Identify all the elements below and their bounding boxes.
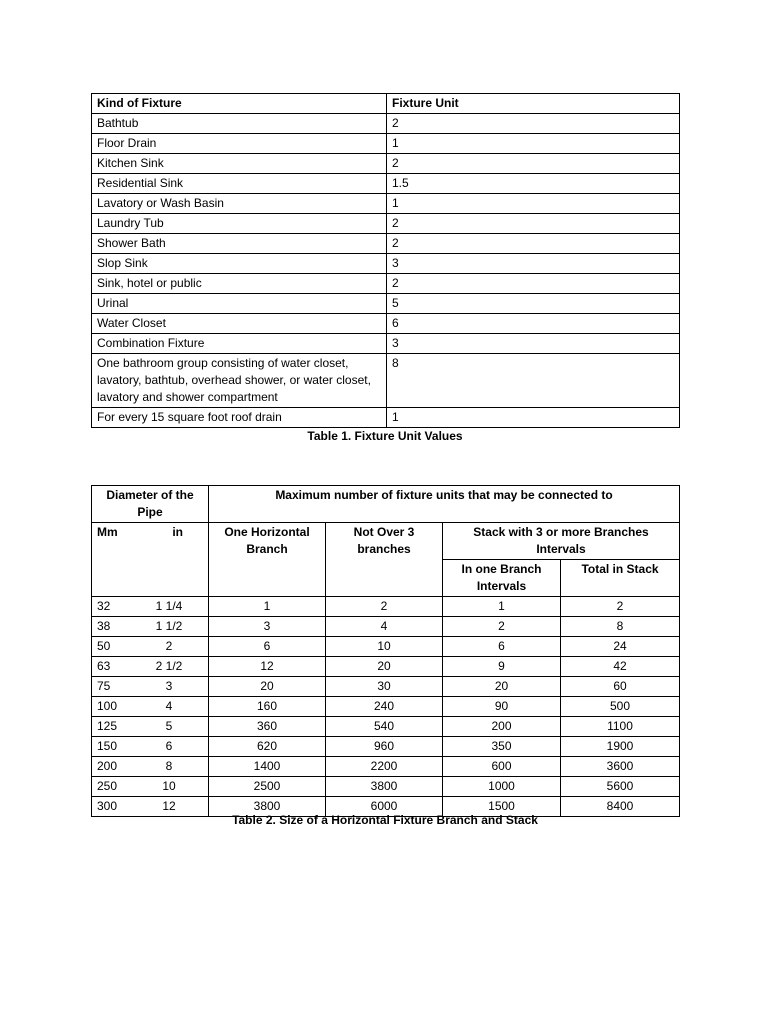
diameter-in-cell: 6: [165, 739, 173, 753]
diameter-mm-cell: 75: [97, 679, 111, 693]
diameter-in-cell: 4: [165, 699, 173, 713]
table-row: [92, 154, 680, 174]
table-row: [92, 677, 680, 697]
in-one-branch-cell: 9: [443, 657, 561, 677]
total-in-stack-cell: 8400: [561, 797, 680, 817]
in-one-branch-cell: 1500: [443, 797, 561, 817]
fixture-unit-cell: 6: [387, 314, 680, 334]
header-in-one-branch: In one Branch Intervals: [443, 560, 561, 597]
diameter-mm-cell: 200: [97, 759, 118, 773]
fixture-unit-table: [91, 93, 680, 428]
table-header-row: [92, 523, 680, 560]
not-over-3-cell: 2200: [326, 757, 443, 777]
fixture-unit-cell: 3: [387, 254, 680, 274]
one-horizontal-cell: 12: [209, 657, 326, 677]
diameter-cell: [92, 737, 209, 757]
fixture-kind-cell: Bathtub: [92, 114, 387, 134]
total-in-stack-cell: 42: [561, 657, 680, 677]
header-mm-in-cell: [92, 523, 209, 597]
table-row: [92, 737, 680, 757]
diameter-mm-cell: 63: [97, 659, 111, 673]
fixture-kind-cell: Residential Sink: [92, 174, 387, 194]
pipe-size-table: [91, 485, 680, 817]
one-horizontal-cell: 6: [209, 637, 326, 657]
table-row: [92, 617, 680, 637]
not-over-3-cell: 2: [326, 597, 443, 617]
diameter-cell: [92, 657, 209, 677]
in-one-branch-cell: 600: [443, 757, 561, 777]
diameter-in-cell: 2 1/2: [155, 659, 183, 673]
fixture-kind-cell: Urinal: [92, 294, 387, 314]
fixture-unit-cell: 1: [387, 134, 680, 154]
table-row: [92, 194, 680, 214]
fixture-unit-cell: 2: [387, 154, 680, 174]
diameter-in-cell: 2: [165, 639, 173, 653]
not-over-3-cell: 3800: [326, 777, 443, 797]
header-fixture-unit: Fixture Unit: [387, 94, 680, 114]
table-row: [92, 597, 680, 617]
one-horizontal-cell: 3800: [209, 797, 326, 817]
table-row: [92, 114, 680, 134]
diameter-in-cell: 10: [162, 779, 176, 793]
table-row: [92, 234, 680, 254]
fixture-unit-cell: 8: [387, 354, 680, 408]
fixture-kind-cell: Combination Fixture: [92, 334, 387, 354]
one-horizontal-cell: 3: [209, 617, 326, 637]
table-header-row: [92, 94, 680, 114]
fixture-unit-cell: 5: [387, 294, 680, 314]
fixture-unit-cell: 2: [387, 234, 680, 254]
one-horizontal-cell: 1400: [209, 757, 326, 777]
table-row: [92, 717, 680, 737]
total-in-stack-cell: 3600: [561, 757, 680, 777]
in-one-branch-cell: 200: [443, 717, 561, 737]
table-row: [92, 214, 680, 234]
not-over-3-cell: 10: [326, 637, 443, 657]
table-row: [92, 174, 680, 194]
table-row: [92, 657, 680, 677]
one-horizontal-cell: 360: [209, 717, 326, 737]
not-over-3-cell: 4: [326, 617, 443, 637]
diameter-mm-cell: 250: [97, 779, 118, 793]
not-over-3-cell: 240: [326, 697, 443, 717]
diameter-in-cell: 12: [162, 799, 176, 813]
header-total-in-stack: Total in Stack: [561, 560, 680, 597]
in-one-branch-cell: 350: [443, 737, 561, 757]
not-over-3-cell: 960: [326, 737, 443, 757]
table2-caption: Table 2. Size of a Horizontal Fixture Branch and Stack: [232, 813, 538, 827]
table-row: [92, 314, 680, 334]
one-horizontal-cell: 160: [209, 697, 326, 717]
diameter-in-cell: 1 1/4: [155, 599, 183, 613]
not-over-3-cell: 20: [326, 657, 443, 677]
in-one-branch-cell: 6: [443, 637, 561, 657]
diameter-mm-cell: 100: [97, 699, 118, 713]
table-header-row: [92, 486, 680, 523]
fixture-unit-cell: 2: [387, 274, 680, 294]
in-one-branch-cell: 2: [443, 617, 561, 637]
diameter-mm-cell: 150: [97, 739, 118, 753]
total-in-stack-cell: 2: [561, 597, 680, 617]
total-in-stack-cell: 5600: [561, 777, 680, 797]
total-in-stack-cell: 24: [561, 637, 680, 657]
fixture-unit-cell: 2: [387, 214, 680, 234]
fixture-kind-cell: Shower Bath: [92, 234, 387, 254]
fixture-kind-cell: Kitchen Sink: [92, 154, 387, 174]
total-in-stack-cell: 1900: [561, 737, 680, 757]
diameter-cell: [92, 777, 209, 797]
diameter-cell: [92, 757, 209, 777]
table-row: [92, 697, 680, 717]
header-in: in: [172, 525, 183, 539]
fixture-unit-cell: 1: [387, 408, 680, 428]
fixture-kind-cell: Laundry Tub: [92, 214, 387, 234]
fixture-unit-cell: 3: [387, 334, 680, 354]
diameter-mm-cell: 38: [97, 619, 111, 633]
diameter-in-cell: 8: [165, 759, 173, 773]
fixture-unit-cell: 1: [387, 194, 680, 214]
not-over-3-cell: 540: [326, 717, 443, 737]
fixture-kind-cell: For every 15 square foot roof drain: [92, 408, 387, 428]
table-row: [92, 334, 680, 354]
header-kind-of-fixture: Kind of Fixture: [92, 94, 387, 114]
table-row: [92, 294, 680, 314]
fixture-kind-cell: Floor Drain: [92, 134, 387, 154]
fixture-kind-cell: Sink, hotel or public: [92, 274, 387, 294]
header-one-horizontal-branch: One Horizontal Branch: [209, 523, 326, 597]
table1-caption: Table 1. Fixture Unit Values: [307, 429, 463, 443]
diameter-cell: [92, 697, 209, 717]
in-one-branch-cell: 1: [443, 597, 561, 617]
table-row: [92, 757, 680, 777]
total-in-stack-cell: 1100: [561, 717, 680, 737]
not-over-3-cell: 30: [326, 677, 443, 697]
fixture-unit-cell: 2: [387, 114, 680, 134]
one-horizontal-cell: 620: [209, 737, 326, 757]
table-row: [92, 134, 680, 154]
header-diameter: Diameter of the Pipe: [92, 486, 209, 523]
total-in-stack-cell: 60: [561, 677, 680, 697]
diameter-cell: [92, 717, 209, 737]
fixture-kind-cell: Water Closet: [92, 314, 387, 334]
one-horizontal-cell: 1: [209, 597, 326, 617]
diameter-mm-cell: 32: [97, 599, 111, 613]
fixture-kind-cell: Slop Sink: [92, 254, 387, 274]
table-row: [92, 408, 680, 428]
diameter-mm-cell: 300: [97, 799, 118, 813]
diameter-in-cell: 5: [165, 719, 173, 733]
one-horizontal-cell: 20: [209, 677, 326, 697]
header-not-over-3-branches: Not Over 3 branches: [326, 523, 443, 597]
in-one-branch-cell: 90: [443, 697, 561, 717]
one-horizontal-cell: 2500: [209, 777, 326, 797]
table-row: [92, 274, 680, 294]
diameter-mm-cell: 125: [97, 719, 118, 733]
total-in-stack-cell: 8: [561, 617, 680, 637]
diameter-in-cell: 1 1/2: [155, 619, 183, 633]
diameter-cell: [92, 637, 209, 657]
header-mm: Mm: [97, 525, 118, 539]
fixture-kind-cell: One bathroom group consisting of water closet, lavatory, bathtub, overhead shower, or water closet, lavatory and shower compartment: [92, 354, 387, 408]
table-row: [92, 254, 680, 274]
in-one-branch-cell: 20: [443, 677, 561, 697]
diameter-mm-cell: 50: [97, 639, 111, 653]
header-max-units: Maximum number of fixture units that may be connected to: [209, 486, 680, 523]
total-in-stack-cell: 500: [561, 697, 680, 717]
table-row: [92, 777, 680, 797]
diameter-cell: [92, 617, 209, 637]
fixture-kind-cell: Lavatory or Wash Basin: [92, 194, 387, 214]
table-row: [92, 354, 680, 408]
in-one-branch-cell: 1000: [443, 777, 561, 797]
table-row: [92, 637, 680, 657]
diameter-in-cell: 3: [165, 679, 173, 693]
diameter-cell: [92, 597, 209, 617]
fixture-unit-cell: 1.5: [387, 174, 680, 194]
diameter-cell: [92, 677, 209, 697]
not-over-3-cell: 6000: [326, 797, 443, 817]
header-stack: Stack with 3 or more Branches Intervals: [443, 523, 680, 560]
